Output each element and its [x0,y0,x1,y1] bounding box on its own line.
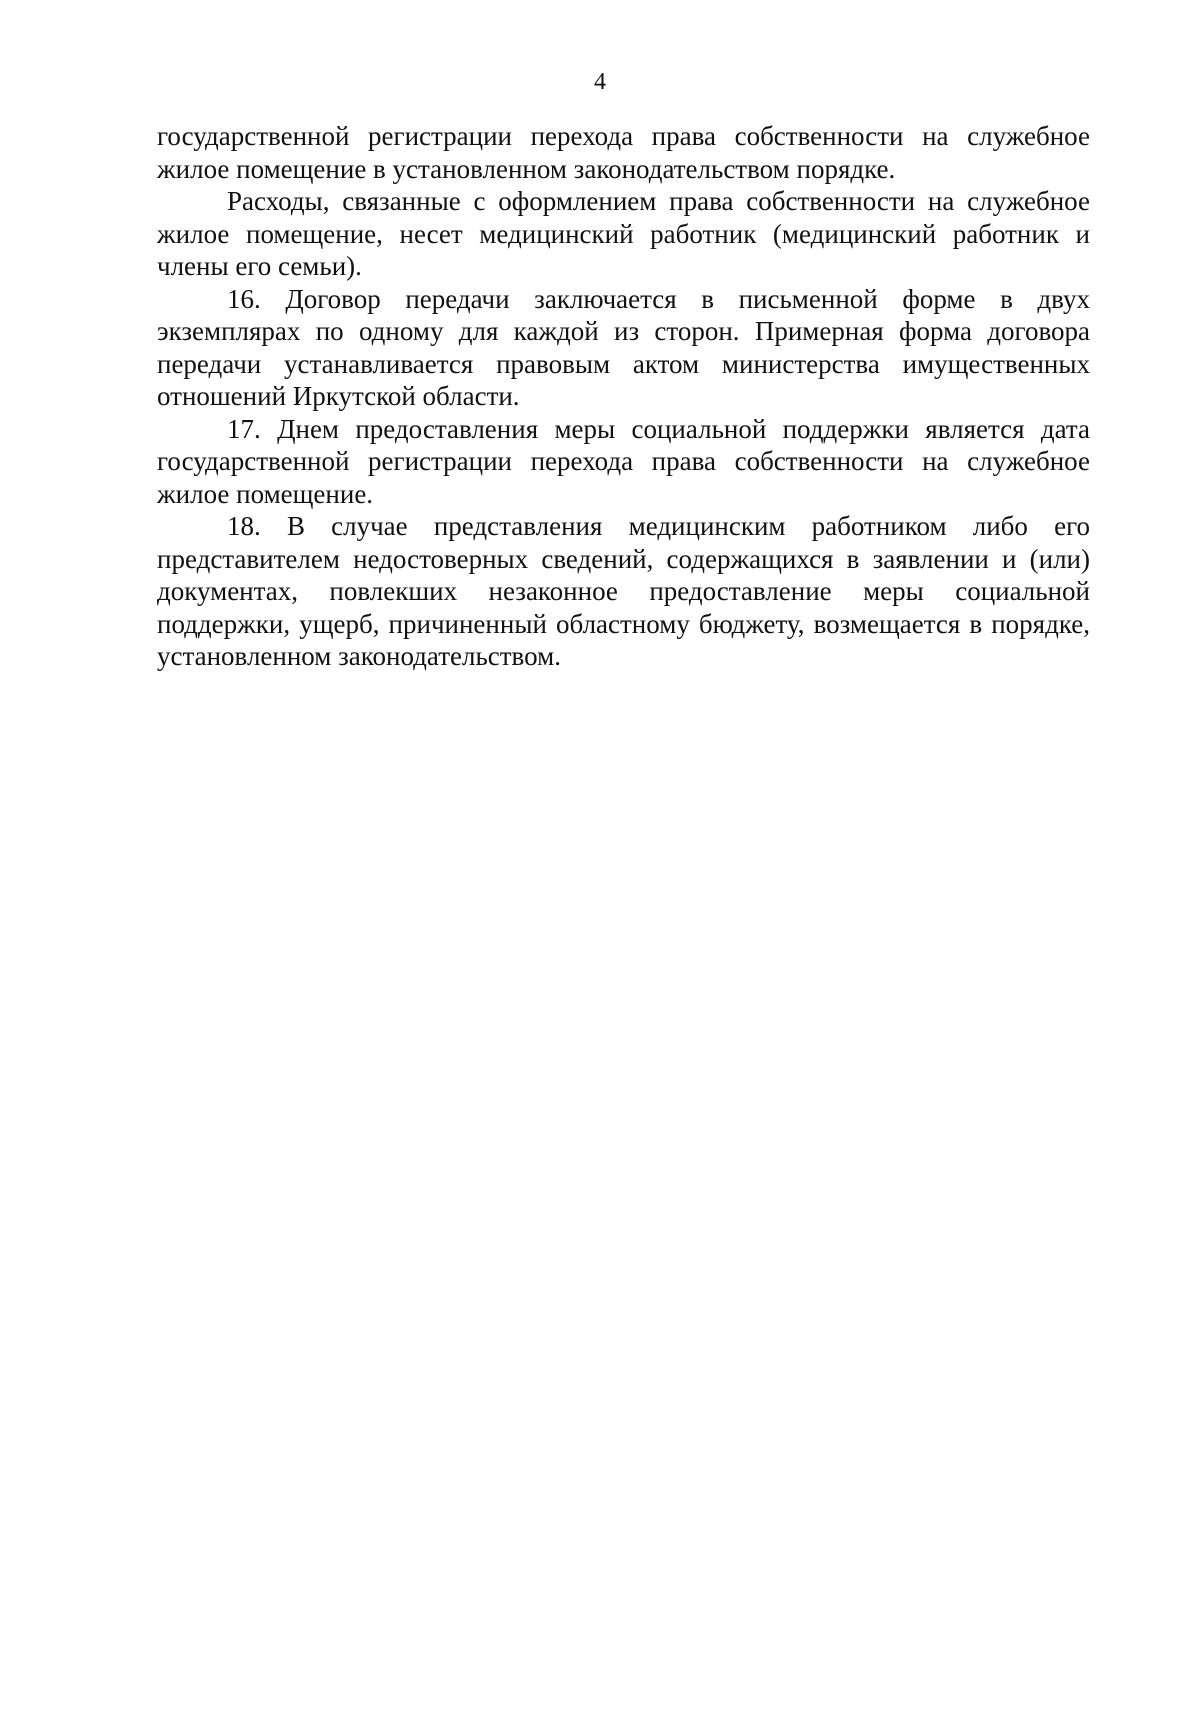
paragraph-item-18: 18. В случае представления медицинским работником либо его представителем недостоверных сведений, содержащихся в заявлении и (или) документах, повлекших незаконное предоставление меры социальной поддержки, ущерб, причиненный областному бюджету, возмещается в порядке, установленном законодательством. [157,511,1090,671]
document-body [157,120,1090,673]
paragraph-expenses: Расходы, связанные с оформлением права собственности на служебное жилое помещение, несет медицинский работник (медицинский работник и члены его семьи). [157,186,1090,281]
paragraph-item-17: 17. Днем предоставления меры социальной поддержки является дата государственной регистрации перехода права собственности на служебное жилое помещение. [157,413,1090,509]
paragraph-item-16: 16. Договор передачи заключается в письменной форме в двух экземплярах по одному для каждой из сторон. Примерная форма договора передачи устанавливается правовым актом министерства имущественных отношений Иркутской области. [157,283,1090,411]
page-number: 4 [594,69,606,95]
paragraph-continuation: государственной регистрации перехода права собственности на служебное жилое помещение в установленном законодательством порядке. [157,121,1090,184]
